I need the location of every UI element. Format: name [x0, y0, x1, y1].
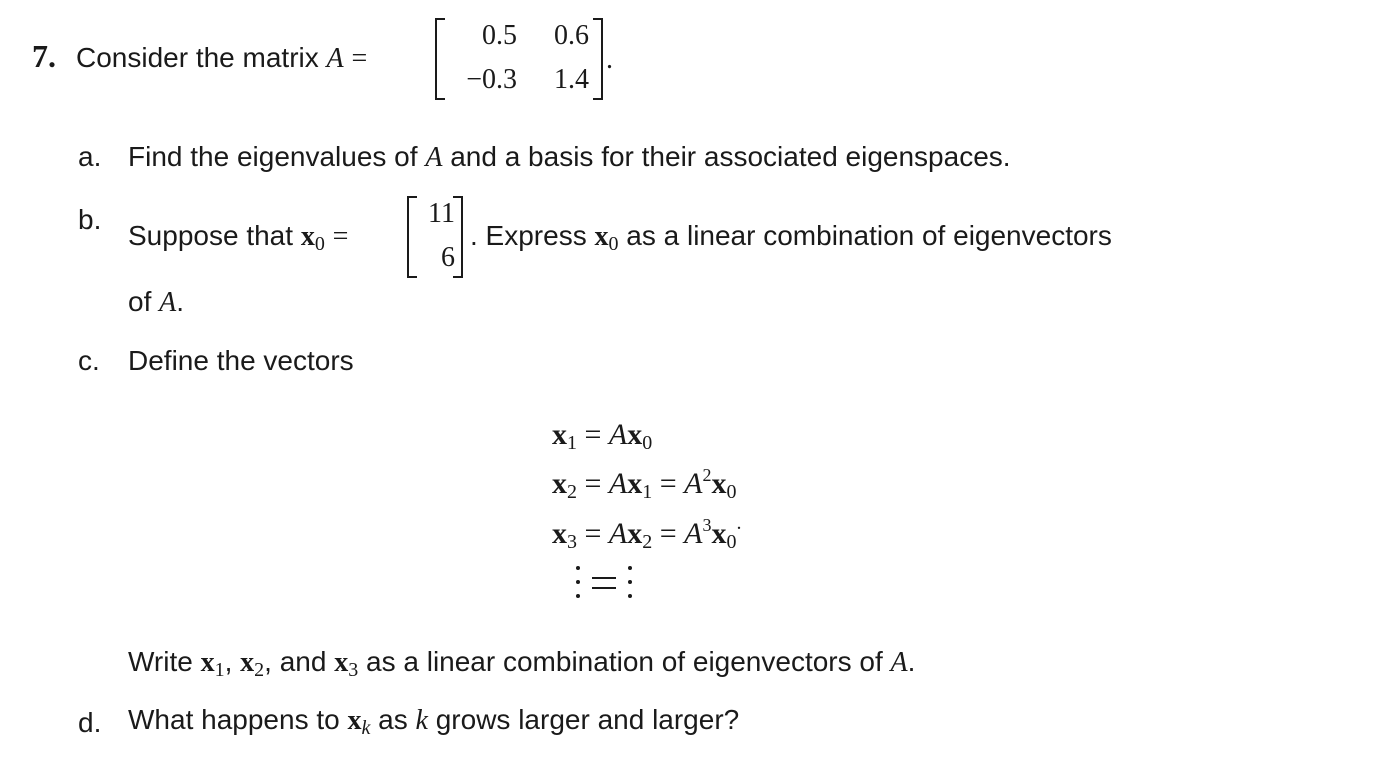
part-c-text: Define the vectors	[128, 345, 354, 376]
part-d-text: What happens to xk as k grows larger and larger?	[128, 704, 740, 739]
matrix-period: .	[606, 44, 613, 75]
matrix-a	[435, 18, 603, 100]
equation-2: $x_2 = Ax_1 = A^2x_0$	[552, 465, 737, 503]
part-b-line2: of A.	[128, 286, 185, 318]
part-b-text-end: . Express $x_0$ as a linear combination of eigenvectors	[470, 220, 1112, 255]
equation-1: $x_1 = Ax_0$	[552, 418, 653, 454]
part-c-label: c.	[78, 345, 100, 376]
matrix-cell: 0.6	[554, 20, 589, 51]
part-b-label: b.	[78, 204, 102, 235]
part-b-text-start: Suppose that $x_0$ =	[128, 220, 349, 255]
matrix-right-bracket	[593, 18, 603, 100]
part-c-write: Write $x_1$, $x_2$, and $x_3$ as a linear combination of eigenvectors of A.	[128, 646, 916, 681]
part-d-label: d.	[78, 707, 102, 738]
problem-number: 7.	[32, 38, 56, 74]
vector-cell: 6	[441, 242, 455, 273]
vector-x0	[407, 196, 463, 278]
part-a-text: Find the eigenvalues of A and a basis for their associated eigenspaces.	[128, 141, 1011, 173]
vector-cell: 11	[428, 198, 455, 229]
vdots-row	[570, 562, 650, 611]
equation-3: $x_3 = Ax_2 = A^3x_0^.$	[552, 512, 742, 553]
part-a-label: a.	[78, 141, 102, 172]
matrix-left-bracket	[435, 18, 445, 100]
matrix-cell: 1.4	[554, 64, 589, 95]
problem-intro: Consider the matrix A =	[76, 42, 368, 74]
matrix-cell: 0.5	[482, 20, 517, 51]
vdots-icon	[570, 562, 650, 604]
matrix-cell: −0.3	[466, 64, 517, 95]
